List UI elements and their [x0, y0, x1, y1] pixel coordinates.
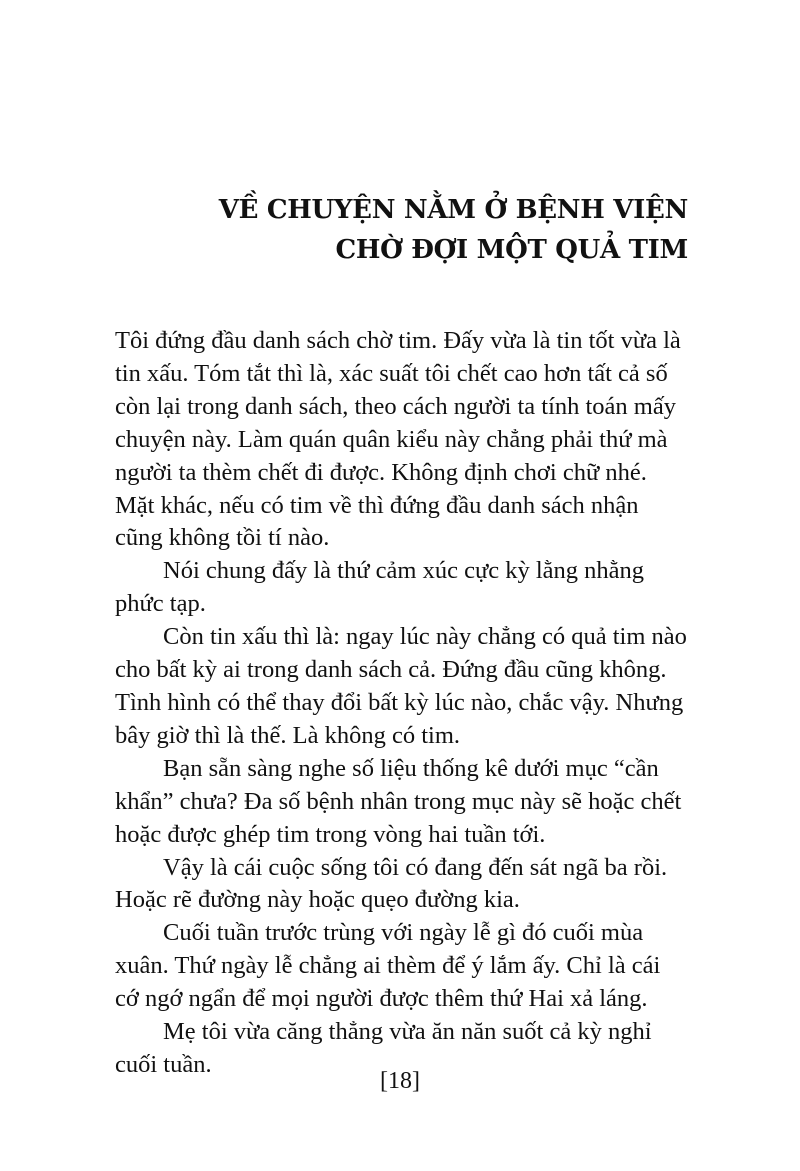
page-number: [18] [380, 1068, 420, 1094]
paragraph-5: Vậy là cái cuộc sống tôi có đang đến sát ngã ba rồi. Hoặc rẽ đường này hoặc quẹo đường kia. [115, 853, 668, 914]
paragraph-3: Còn tin xấu thì là: ngay lúc này chẳng có quả tim nào cho bất kỳ ai trong danh sách cả. Đứng đầu cũng không. Tình hình có thể thay đổi bất kỳ lúc nào, chắc vậy. Nhưng bây giờ thì là thế. Là không có tim. [115, 623, 687, 749]
paragraph-4: Bạn sẵn sàng nghe số liệu thống kê dưới mục “cần khẩn” chưa? Đa số bệnh nhân trong mục này sẽ hoặc chết hoặc được ghép tim trong vòng hai tuần tới. [115, 754, 682, 848]
chapter-title-line-2: CHỜ ĐỢI MỘT QUẢ TIM [335, 235, 688, 265]
chapter-title-line-1: VỀ CHUYỆN NẰM Ở BỆNH VIỆN [218, 195, 688, 225]
paragraph-2: Nói chung đấy là thứ cảm xúc cực kỳ lằng nhằng phức tạp. [115, 557, 645, 618]
paragraph-1: Tôi đứng đầu danh sách chờ tim. Đấy vừa là tin tốt vừa là tin xấu. Tóm tắt thì là, xác suất tôi chết cao hơn tất cả số còn lại trong danh sách, theo cách người ta tính toán mấy chuyện này. Làm quán quân kiểu này chẳng phải thứ mà người ta thèm chết đi được. Không định chơi chữ nhé. Mặt khác, nếu có tim về thì đứng đầu danh sách nhận cũng không tồi tí nào. [115, 327, 681, 552]
chapter-body [115, 325, 690, 1082]
chapter-title [128, 190, 688, 270]
paragraph-6: Cuối tuần trước trùng với ngày lễ gì đó cuối mùa xuân. Thứ ngày lễ chẳng ai thèm để ý lắm ấy. Chỉ là cái cớ ngớ ngẩn để mọi người được thêm thứ Hai xả láng. [115, 919, 661, 1013]
paragraph-7: Mẹ tôi vừa căng thẳng vừa ăn năn suốt cả kỳ nghỉ cuối tuần. [115, 1018, 652, 1078]
